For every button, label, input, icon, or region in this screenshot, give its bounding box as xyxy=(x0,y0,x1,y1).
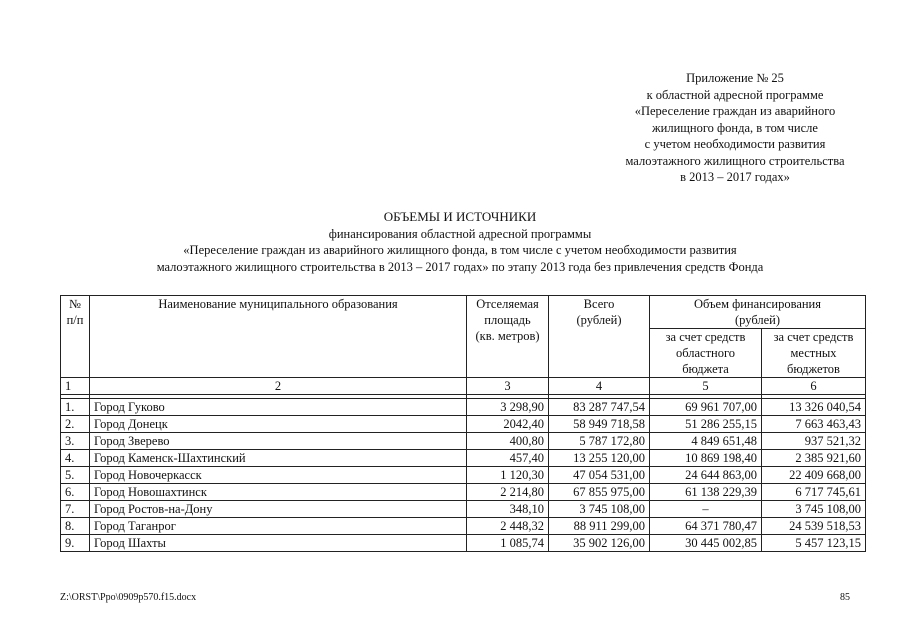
table-row xyxy=(61,484,866,501)
table-row xyxy=(61,518,866,535)
header-area-line: (кв. метров) xyxy=(475,329,540,343)
cell-regional: 24 644 863,00 xyxy=(650,467,762,484)
column-number-row xyxy=(61,378,866,395)
funding-table xyxy=(60,295,866,552)
table-row xyxy=(61,501,866,518)
cell-area: 3 298,90 xyxy=(467,399,549,416)
header-local xyxy=(762,329,866,378)
header-regional-line: бюджета xyxy=(682,362,729,376)
cell-area: 457,40 xyxy=(467,450,549,467)
cell-regional: 4 849 651,48 xyxy=(650,433,762,450)
appendix-line: Приложение № 25 xyxy=(686,71,784,85)
cell-num: 1. xyxy=(61,399,90,416)
header-funding-line: (рублей) xyxy=(734,313,781,327)
cell-num: 8. xyxy=(61,518,90,535)
cell-total: 83 287 747,54 xyxy=(549,399,650,416)
cell-area: 2 448,32 xyxy=(467,518,549,535)
cell-local: 6 717 745,61 xyxy=(762,484,866,501)
title-line: малоэтажного жилищного строительства в 2013 – 2017 годах» по этапу 2013 года без привлечения средств Фонда xyxy=(156,259,764,274)
title-line: финансирования областной адресной программы xyxy=(328,226,592,241)
document-title xyxy=(60,209,860,275)
table-body xyxy=(61,399,866,552)
cell-regional: – xyxy=(650,501,762,518)
page-number: 85 xyxy=(840,592,850,603)
cell-total: 47 054 531,00 xyxy=(549,467,650,484)
column-number: 1 xyxy=(61,378,90,395)
cell-local: 13 326 040,54 xyxy=(762,399,866,416)
cell-name: Город Зверево xyxy=(90,433,467,450)
cell-regional: 61 138 229,39 xyxy=(650,484,762,501)
header-local-line: за счет средств xyxy=(773,330,854,344)
appendix-header xyxy=(560,70,905,186)
header-funding-line: Объем финансирования xyxy=(694,297,821,311)
cell-local: 937 521,32 xyxy=(762,433,866,450)
header-regional-line: областного xyxy=(675,346,736,360)
cell-total: 35 902 126,00 xyxy=(549,535,650,552)
cell-total: 5 787 172,80 xyxy=(549,433,650,450)
header-num xyxy=(61,296,90,378)
column-number: 3 xyxy=(467,378,549,395)
footer-file-path: Z:\ORST\Ppo\0909p570.f15.docx xyxy=(60,592,197,603)
cell-regional: 30 445 002,85 xyxy=(650,535,762,552)
table-row xyxy=(61,399,866,416)
table-row xyxy=(61,416,866,433)
cell-name: Город Каменск-Шахтинский xyxy=(90,450,467,467)
cell-name: Город Новочеркасск xyxy=(90,467,467,484)
header-regional xyxy=(650,329,762,378)
cell-area: 1 085,74 xyxy=(467,535,549,552)
table-header-row xyxy=(61,296,866,329)
cell-num: 7. xyxy=(61,501,90,518)
table-row xyxy=(61,467,866,484)
cell-local: 22 409 668,00 xyxy=(762,467,866,484)
cell-area: 1 120,30 xyxy=(467,467,549,484)
column-number: 6 xyxy=(762,378,866,395)
cell-name: Город Гуково xyxy=(90,399,467,416)
cell-total: 13 255 120,00 xyxy=(549,450,650,467)
appendix-line: в 2013 – 2017 годах» xyxy=(680,170,790,184)
appendix-line: с учетом необходимости развития xyxy=(644,137,826,151)
header-num-line: п/п xyxy=(66,313,84,327)
cell-area: 348,10 xyxy=(467,501,549,518)
cell-name: Город Таганрог xyxy=(90,518,467,535)
cell-total: 67 855 975,00 xyxy=(549,484,650,501)
cell-area: 2 214,80 xyxy=(467,484,549,501)
cell-area: 400,80 xyxy=(467,433,549,450)
cell-local: 24 539 518,53 xyxy=(762,518,866,535)
title-line: «Переселение граждан из аварийного жилищного фонда, в том числе с учетом необходимости развития xyxy=(183,243,737,257)
cell-total: 3 745 108,00 xyxy=(549,501,650,518)
cell-num: 9. xyxy=(61,535,90,552)
cell-num: 6. xyxy=(61,484,90,501)
header-total xyxy=(549,296,650,378)
cell-regional: 69 961 707,00 xyxy=(650,399,762,416)
cell-num: 5. xyxy=(61,467,90,484)
cell-num: 4. xyxy=(61,450,90,467)
appendix-line: «Переселение граждан из аварийного xyxy=(634,104,836,118)
header-num-line: № xyxy=(69,297,81,311)
table-row xyxy=(61,450,866,467)
cell-local: 7 663 463,43 xyxy=(762,416,866,433)
header-local-line: бюджетов xyxy=(787,362,840,376)
appendix-line: жилищного фонда, в том числе xyxy=(652,120,818,135)
header-funding xyxy=(650,296,866,329)
header-name xyxy=(90,296,467,378)
cell-total: 88 911 299,00 xyxy=(549,518,650,535)
header-area xyxy=(467,296,549,378)
cell-local: 2 385 921,60 xyxy=(762,450,866,467)
cell-name: Город Шахты xyxy=(90,535,467,552)
cell-name: Город Ростов-на-Дону xyxy=(90,501,467,518)
header-total-line: (рублей) xyxy=(576,313,622,327)
header-local-line: местных xyxy=(790,346,837,360)
header-area-line: Отселяемая xyxy=(476,297,539,311)
cell-num: 2. xyxy=(61,416,90,433)
cell-regional: 51 286 255,15 xyxy=(650,416,762,433)
title-main: ОБЪЕМЫ И ИСТОЧНИКИ xyxy=(383,209,537,224)
header-regional-line: за счет средств xyxy=(665,330,746,344)
column-number: 5 xyxy=(650,378,762,395)
appendix-line: малоэтажного жилищного строительства xyxy=(625,153,845,168)
cell-local: 5 457 123,15 xyxy=(762,535,866,552)
cell-name: Город Новошахтинск xyxy=(90,484,467,501)
cell-regional: 64 371 780,47 xyxy=(650,518,762,535)
cell-local: 3 745 108,00 xyxy=(762,501,866,518)
appendix-line: к областной адресной программе xyxy=(646,87,824,102)
cell-name: Город Донецк xyxy=(90,416,467,433)
cell-regional: 10 869 198,40 xyxy=(650,450,762,467)
cell-area: 2042,40 xyxy=(467,416,549,433)
header-total-line: Всего xyxy=(583,297,615,311)
column-number: 2 xyxy=(90,378,467,395)
table-row xyxy=(61,535,866,552)
cell-total: 58 949 718,58 xyxy=(549,416,650,433)
header-name-text: Наименование муниципального образования xyxy=(158,297,398,311)
header-area-line: площадь xyxy=(484,313,531,327)
table-row xyxy=(61,433,866,450)
cell-num: 3. xyxy=(61,433,90,450)
column-number: 4 xyxy=(549,378,650,395)
